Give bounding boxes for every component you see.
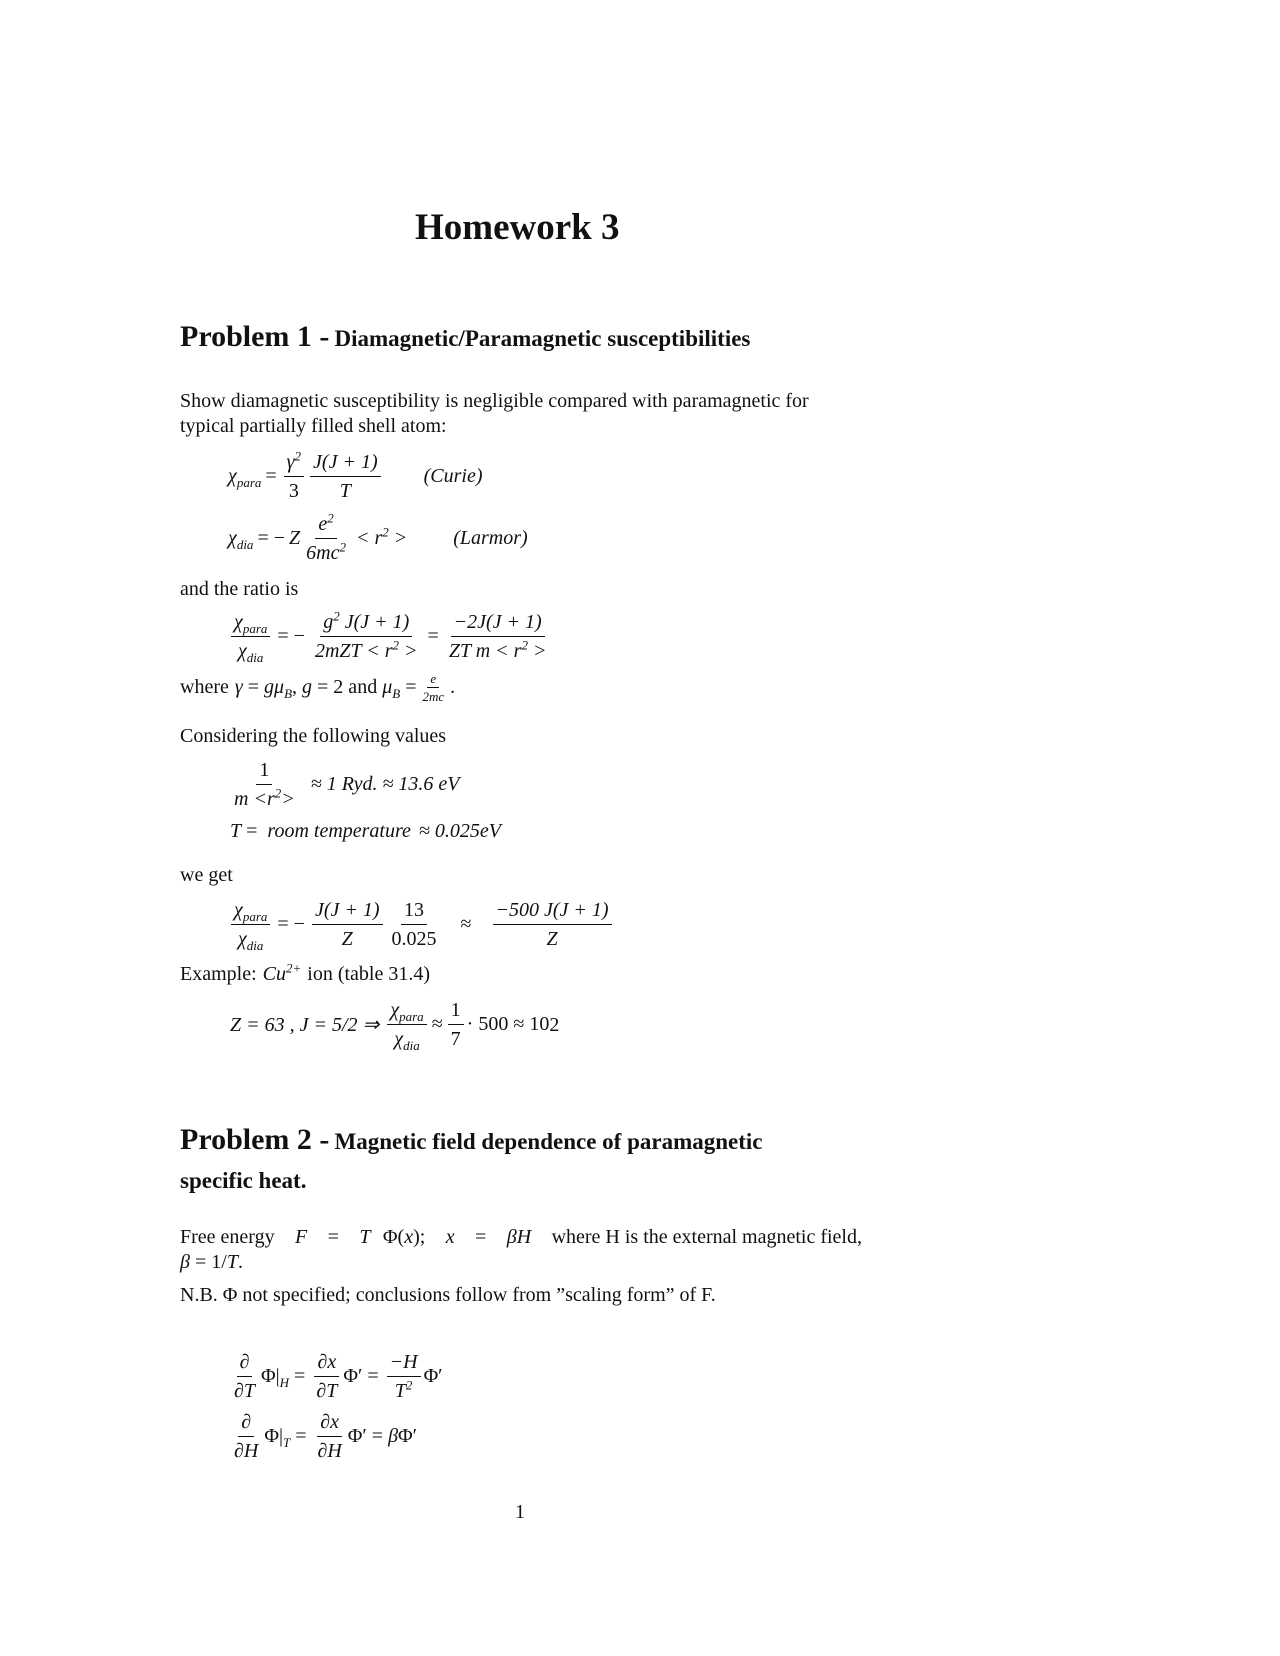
problem-1-intro	[180, 389, 809, 439]
larmor-label: (Larmor)	[453, 527, 528, 549]
we-get-text: we get	[180, 864, 233, 886]
intro-line-2: typical partially filled shell atom:	[180, 415, 447, 437]
partial-t-equation: $\frac{\partial}{\partial T}$ $\Phi|_H$ = $\frac{\partial x}{\partial T}$ Φ′ = $\frac{-H}{T^2}$ Φ′	[234, 1351, 443, 1402]
problem-1-number: Problem 1 -	[180, 320, 330, 353]
room-temp-equation: T = room temperature ≈ 0.025eV	[230, 820, 501, 842]
problem-1-subtitle: Diamagnetic/Paramagnetic susceptibilities	[334, 326, 751, 351]
minus-500: −500 J(J + 1)	[493, 898, 612, 925]
approx-13: 13	[401, 898, 427, 925]
where-word: where	[180, 676, 229, 698]
nb-text: N.B. Φ not specified; conclusions follow from ”scaling form” of F.	[180, 1284, 716, 1306]
ryd-value: ≈ 1 Ryd. ≈ 13.6 eV	[310, 773, 460, 795]
result-value: 500 ≈ 10	[478, 1013, 550, 1035]
page-title: Homework 3	[415, 207, 620, 248]
free-energy-where: where H is the external magnetic field,	[551, 1226, 862, 1248]
problem-2-subtitle-1: Magnetic field dependence of paramagnetic	[334, 1129, 763, 1154]
intro-line-1: Show diamagnetic susceptibility is negligible compared with paramagnetic for	[180, 390, 809, 412]
problem-2-subtitle-2: specific heat.	[180, 1168, 307, 1193]
z-j-values: Z = 63 , J = 5/2 ⇒	[230, 1014, 380, 1036]
where-line: where γ = $g\mu_B$ , g = 2 and $\mu_B$ = $\frac{e}{2mc}$ .	[180, 671, 456, 704]
ratio-text: and the ratio is	[180, 578, 299, 600]
approx-ratio-equation: $\frac{\chi_{para}}{\chi_{dia}}$ = − $\frac{J(J + 1)}{Z}$ $\frac{13}{0.025}$ ≈ $\frac{-500 J(J + 1)}{Z}$	[228, 898, 615, 951]
page-number: 1	[515, 1501, 525, 1523]
example-line: Example: $Cu^{2+}$ ion (table 31.4)	[180, 960, 431, 985]
partial-h-equation: $\frac{\partial}{\partial H}$ $\Phi|_T$ = $\frac{\partial x}{\partial H}$ Φ′ = β Φ′	[234, 1411, 418, 1462]
copper-equation: Z = 63 , J = 5/2 ⇒ $\frac{\chi_{para}}{\chi_{dia}}$ ≈ $\frac{1}{7}$ · 500 ≈ 10 2	[230, 999, 560, 1053]
chi-para-equation: $\chi_{para}$ = $\frac{\gamma^2}{3}$ $\frac{J(J + 1)}{T}$ (Curie)	[228, 448, 483, 502]
problem-1-heading	[180, 320, 750, 354]
free-energy-text: Free energy F = T Φ(x); x = βH where H is the external magnetic field, β = 1/T.	[180, 1226, 862, 1273]
rydberg-equation: $\frac{1}{m <r^2>}$ ≈ 1 Ryd. ≈ 13.6 eV	[234, 759, 460, 810]
example-prefix: Example:	[180, 963, 257, 985]
problem-2-number: Problem 2 -	[180, 1123, 330, 1156]
considering-text: Considering the following values	[180, 725, 447, 747]
room-temp-label: room temperature	[267, 820, 411, 842]
problem-2-heading	[180, 1121, 880, 1201]
example-suffix: ion (table 31.4)	[307, 963, 431, 985]
room-temp-value: ≈ 0.025eV	[418, 820, 501, 842]
curie-label: (Curie)	[423, 465, 483, 487]
approx-0025: 0.025	[391, 928, 437, 950]
chi-dia-equation: $\chi_{dia}$ = − Z $\frac{e^2}{6mc^2}$ < $r^2$ > (Larmor)	[228, 510, 528, 564]
ratio-equation: $\frac{\chi_{para}}{\chi_{dia}}$ = − $\frac{g^2 J(J + 1)}{2mZT < r^2 >}$ = $\frac{-2J(J + 1)}{ZT m < r^2 >}$	[228, 610, 552, 663]
